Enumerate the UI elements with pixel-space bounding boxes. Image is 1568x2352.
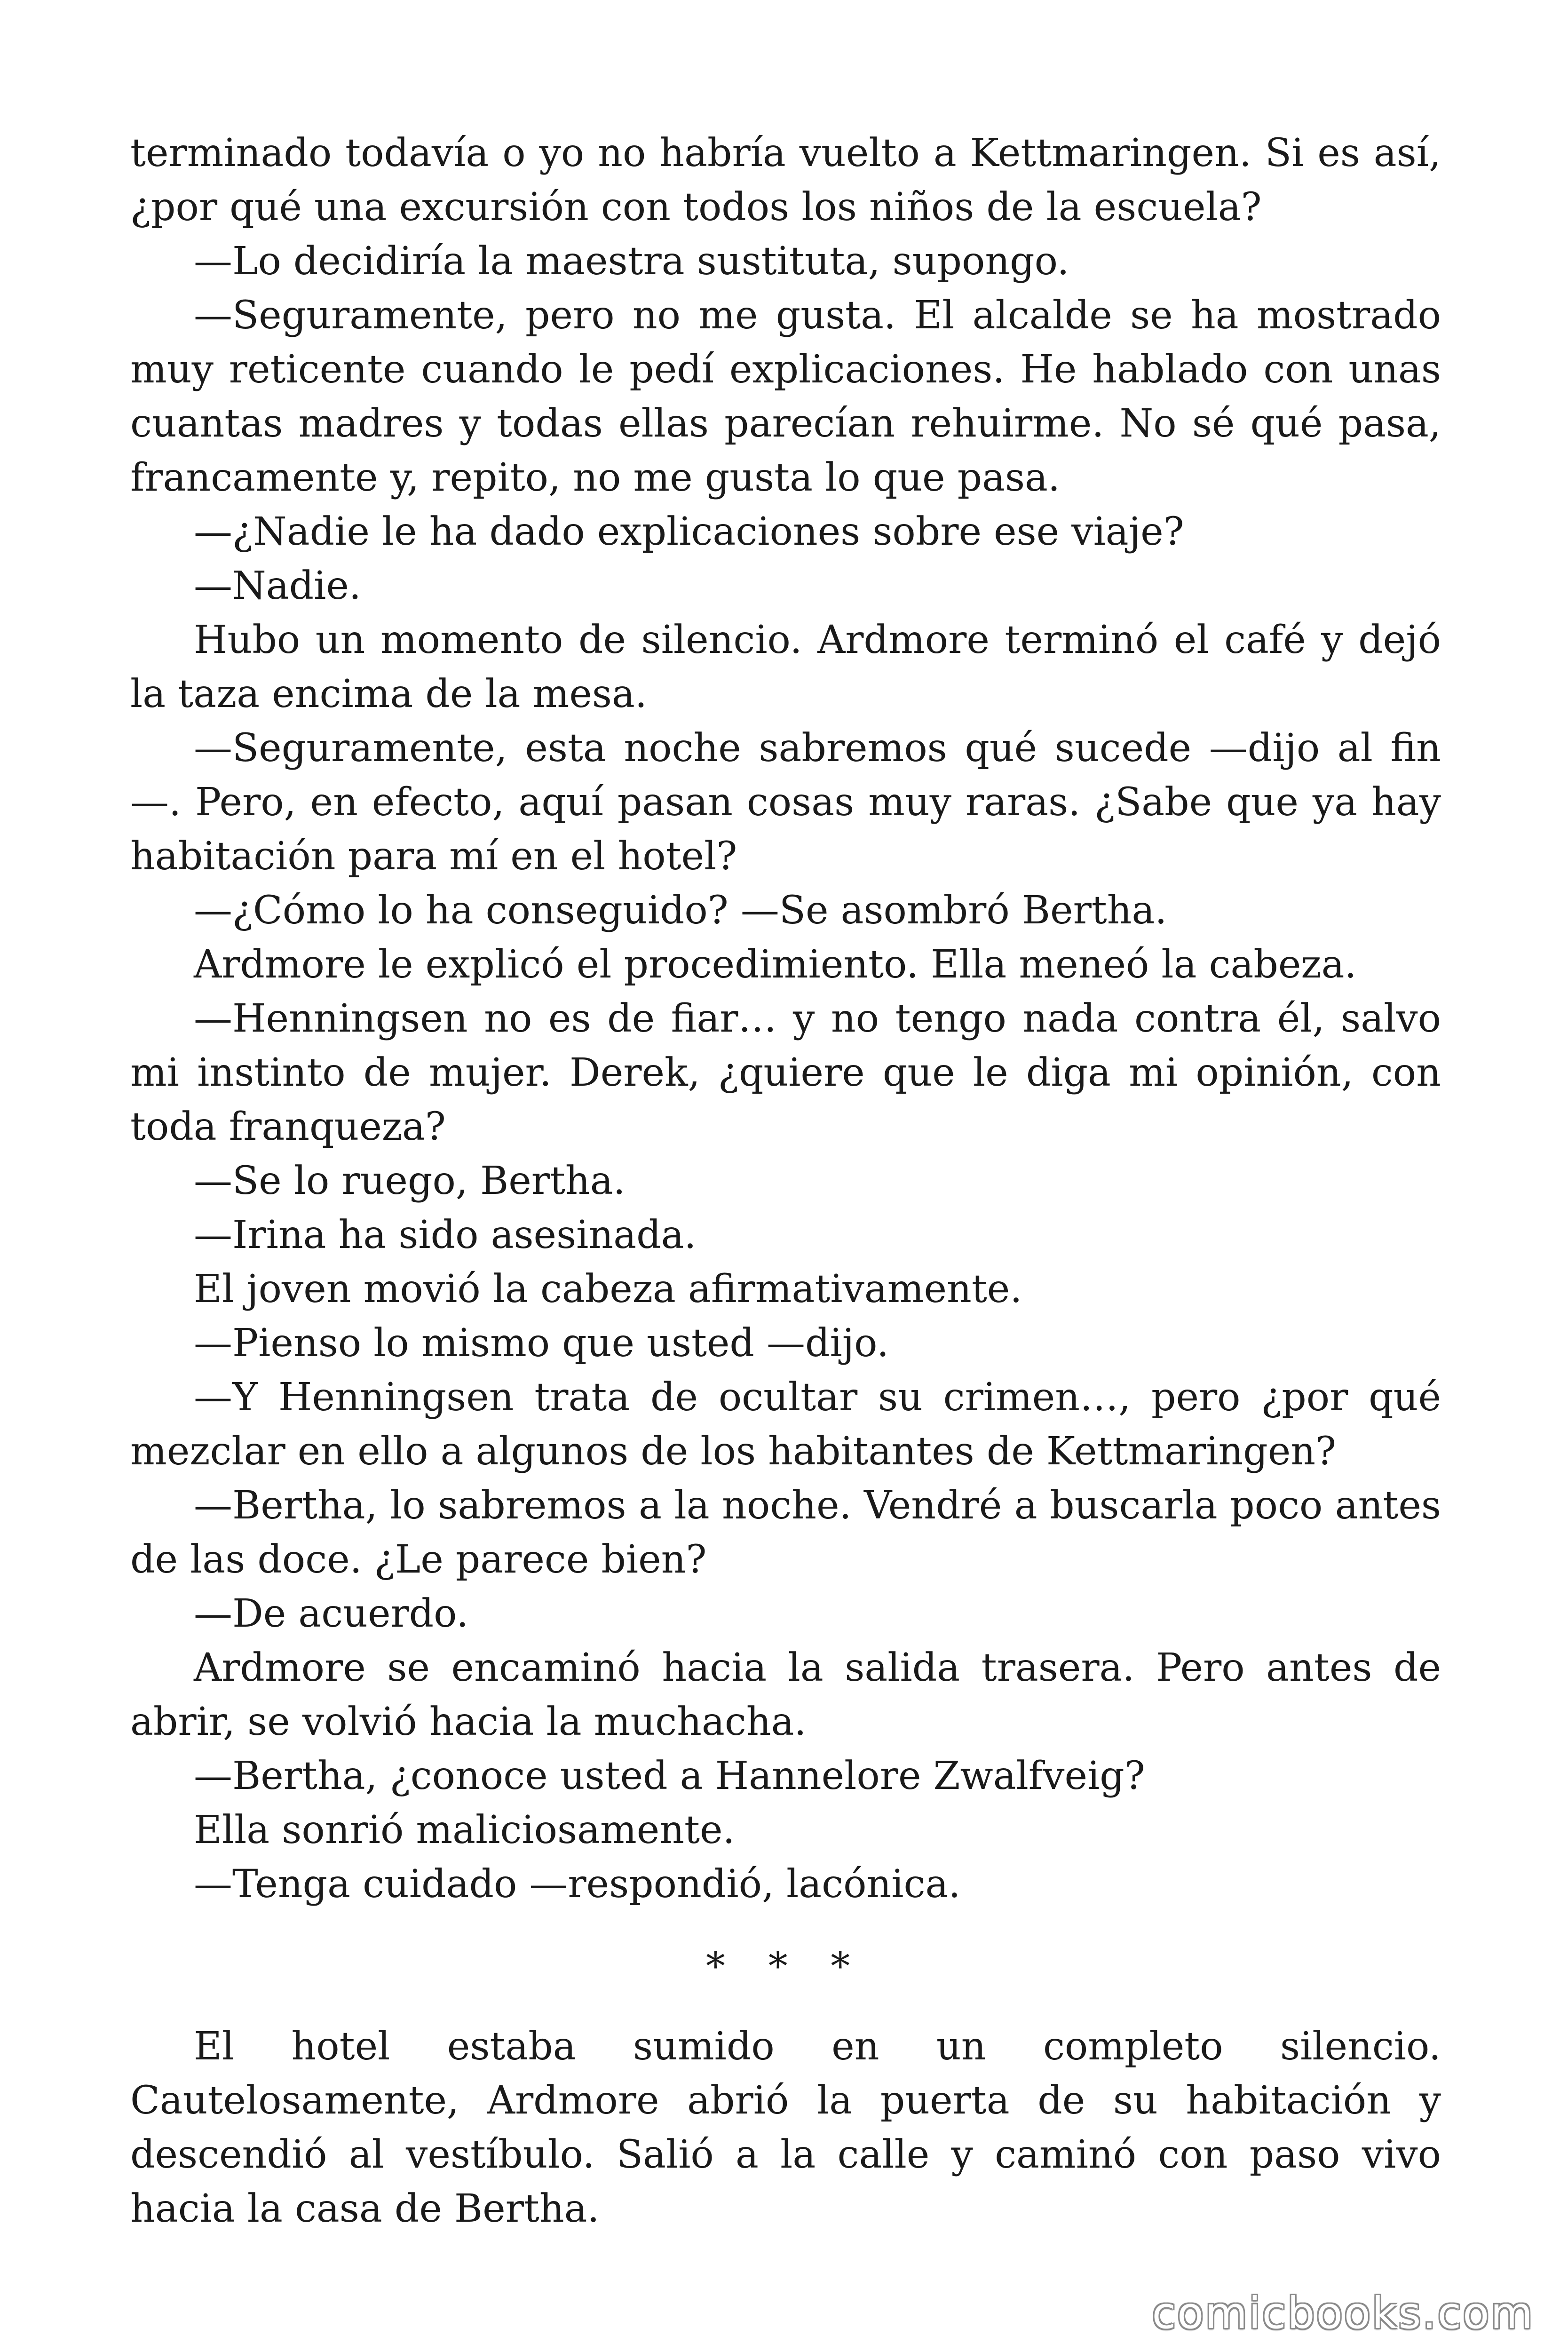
paragraph-6: Hubo un momento de silencio. Ardmore terminó el café y dejó la taza encima de la mesa.: [130, 618, 1441, 716]
paragraph-11: —Se lo ruego, Bertha.: [194, 1159, 626, 1203]
paragraph-5: —Nadie.: [194, 564, 361, 608]
paragraph-13: El joven movió la cabeza afirmativamente.: [194, 1267, 1022, 1311]
paragraph-4: —¿Nadie le ha dado explicaciones sobre ese viaje?: [194, 509, 1184, 554]
paragraph-15: —Y Henningsen trata de ocultar su crimen…, pero ¿por qué mezclar en ello a algunos de los habitantes de Kettmaringen?: [130, 1375, 1441, 1474]
paragraph-12: —Irina ha sido asesinada.: [194, 1213, 697, 1257]
paragraph-7: —Seguramente, esta noche sabremos qué sucede —dijo al fin—. Pero, en efecto, aquí pasan cosas muy raras. ¿Sabe que ya hay habitación para mí en el hotel?: [130, 726, 1441, 879]
paragraph-after-break: El hotel estaba sumido en un completo silencio. Cautelosamente, Ardmore abrió la puerta de su habitación y descendió al vestíbulo. Salió a la calle y caminó con paso vivo hacia la casa de Bertha.: [130, 2024, 1441, 2231]
paragraph-14: —Pienso lo mismo que usted —dijo.: [194, 1321, 889, 1366]
paragraph-21: —Tenga cuidado —respondió, lacónica.: [194, 1862, 961, 1907]
book-page: [130, 126, 1441, 2236]
paragraph-3: —Seguramente, pero no me gusta. El alcalde se ha mostrado muy reticente cuando le pedí explicaciones. He hablado con unas cuantas madres y todas ellas parecían rehuirme. No sé qué pasa, francamente y, repito, no me gusta lo que pasa.: [130, 293, 1441, 500]
paragraph-9: Ardmore le explicó el procedimiento. Ella meneó la cabeza.: [194, 942, 1357, 987]
paragraph-20: Ella sonrió maliciosamente.: [194, 1808, 735, 1852]
paragraph-16: —Bertha, lo sabremos a la noche. Vendré a buscarla poco antes de las doce. ¿Le parece bien?: [130, 1483, 1441, 1582]
paragraph-18: Ardmore se encaminó hacia la salida trasera. Pero antes de abrir, se volvió hacia la muchacha.: [130, 1645, 1441, 1744]
paragraph-19: —Bertha, ¿conoce usted a Hannelore Zwalfveig?: [194, 1754, 1145, 1798]
paragraph-10: —Henningsen no es de fiar… y no tengo nada contra él, salvo mi instinto de mujer. Derek, ¿quiere que le diga mi opinión, con toda franqueza?: [130, 996, 1441, 1149]
paragraph-8: —¿Cómo lo ha conseguido? —Se asombró Bertha.: [194, 888, 1167, 933]
paragraph-17: —De acuerdo.: [194, 1591, 469, 1636]
paragraph-2: —Lo decidiría la maestra sustituta, supongo.: [194, 239, 1069, 284]
watermark: comicbooks.com: [1152, 2288, 1534, 2338]
scene-break: * * *: [705, 1944, 866, 1989]
paragraph-1: terminado todavía o yo no habría vuelto a Kettmaringen. Si es así, ¿por qué una excursión con todos los niños de la escuela?: [130, 131, 1441, 230]
